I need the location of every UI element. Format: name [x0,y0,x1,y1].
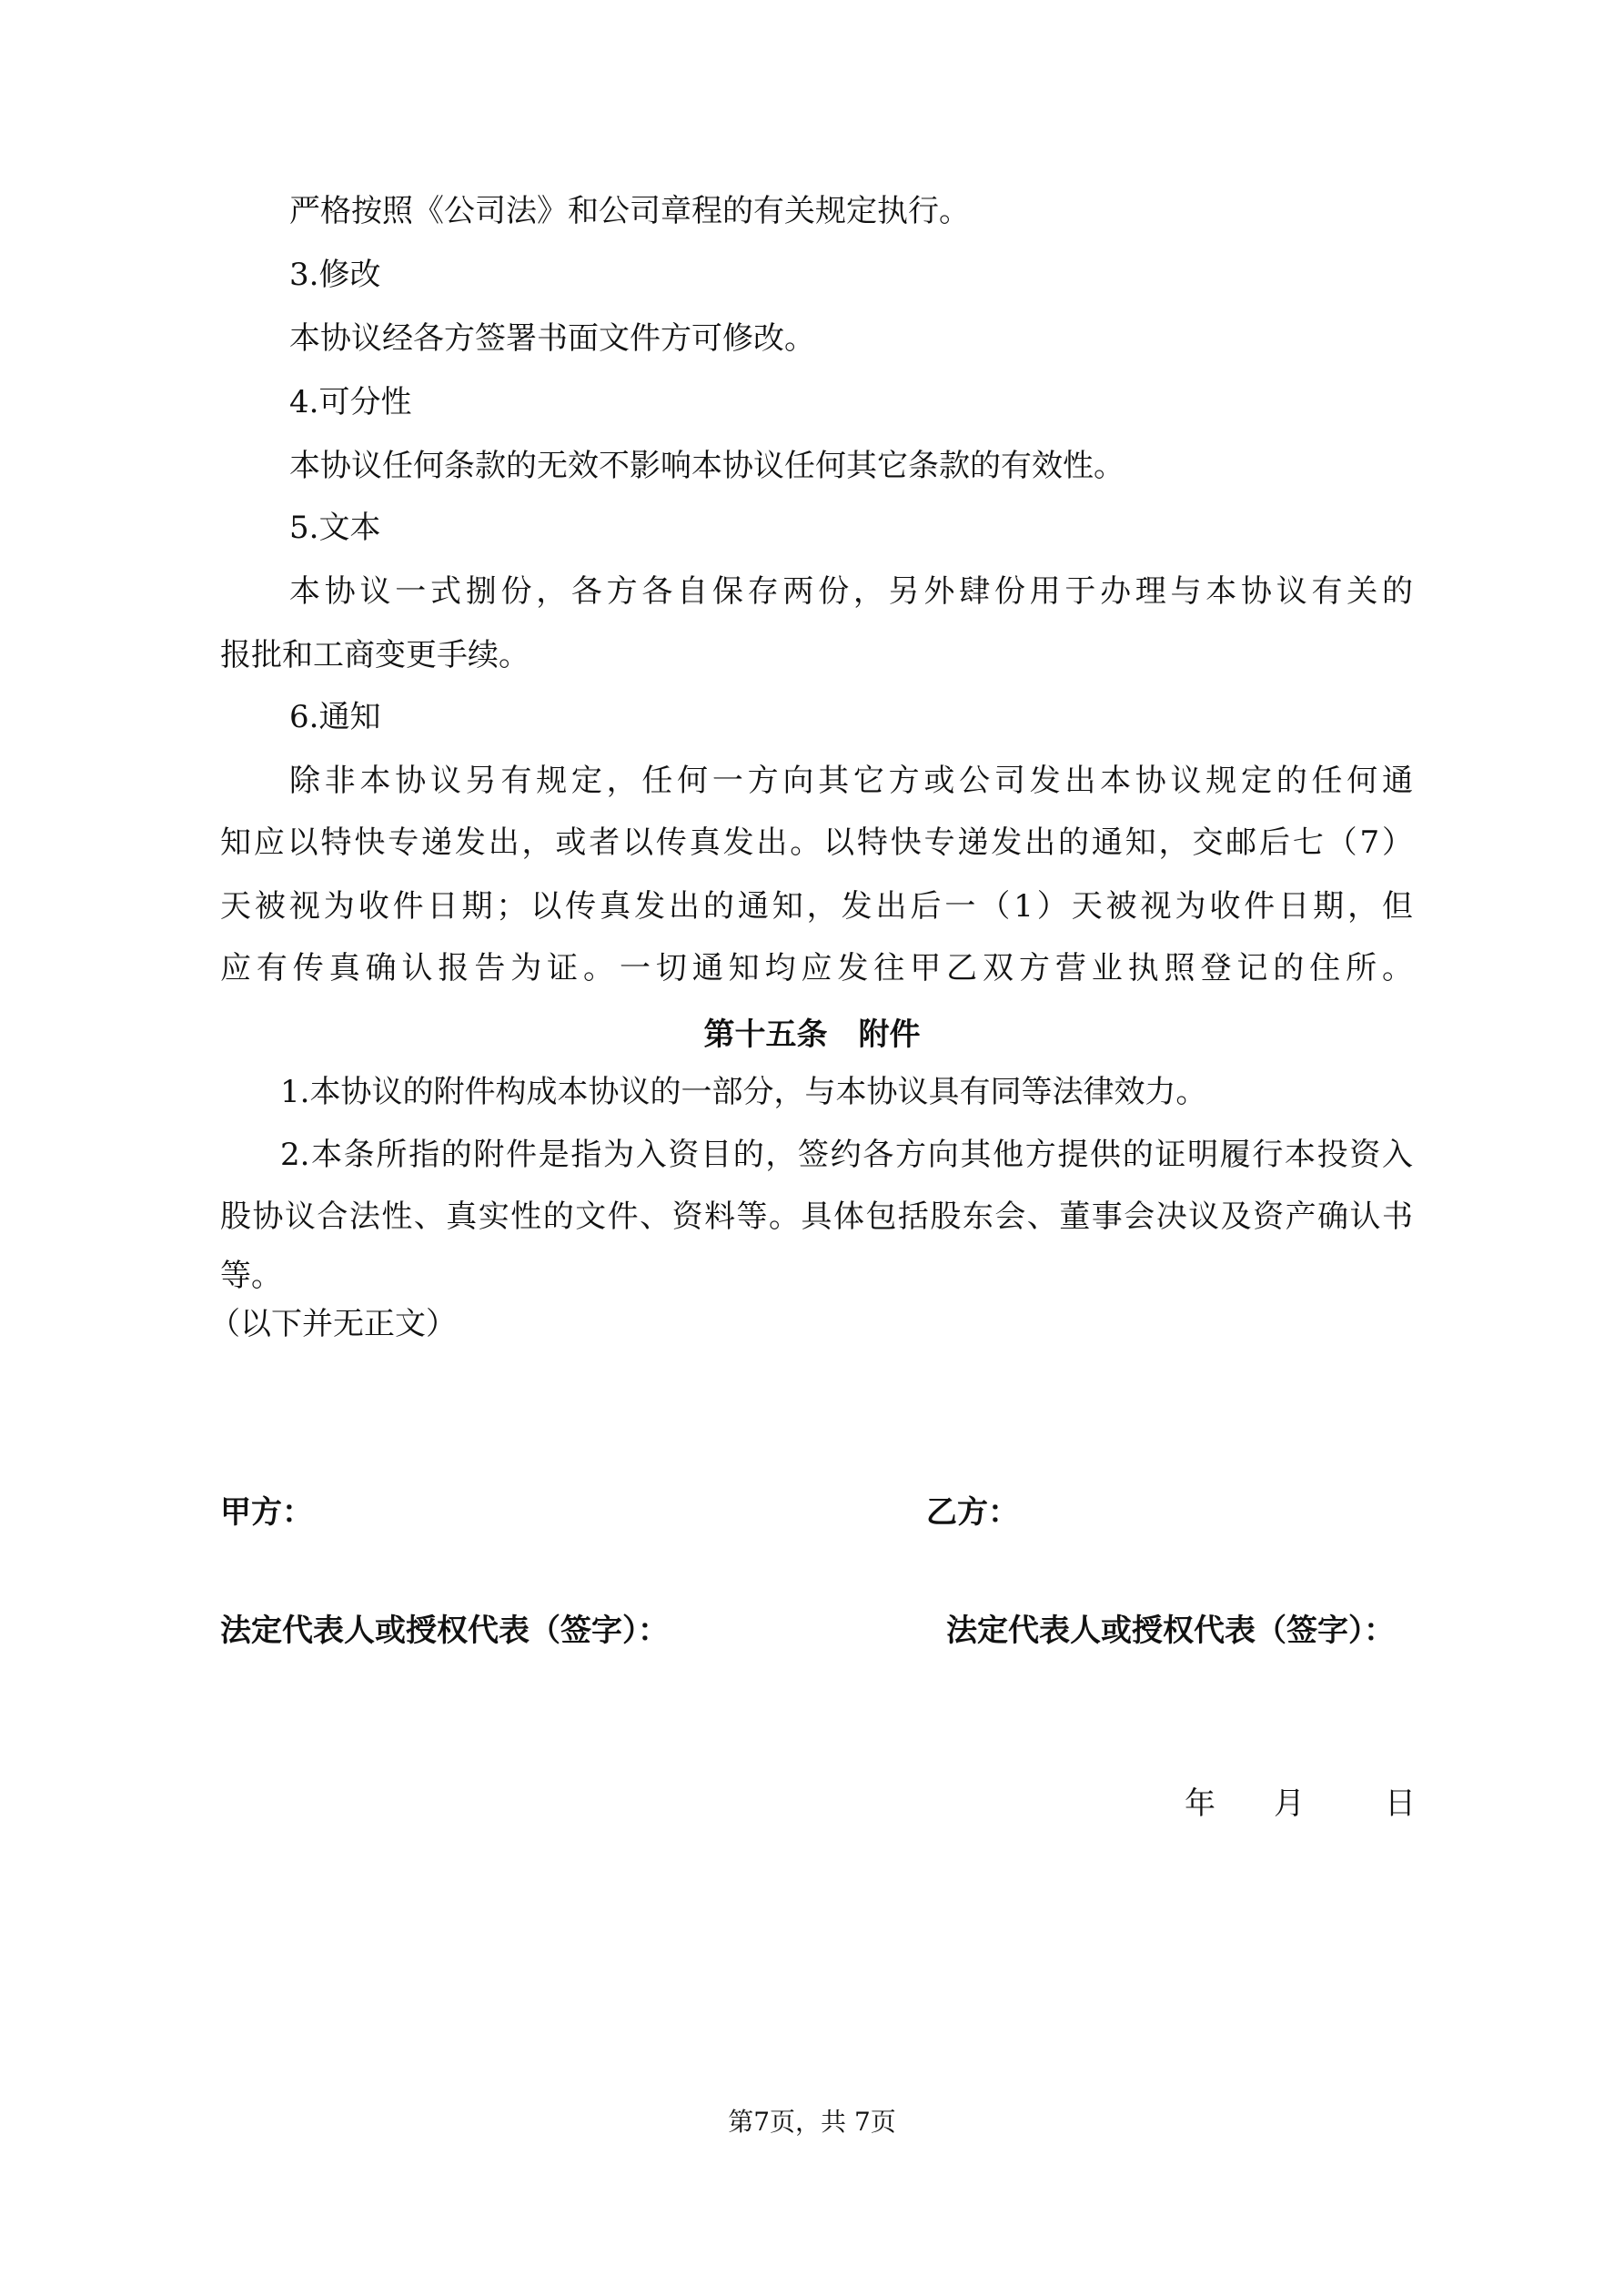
clause-amendment-text: 本协议经各方签署书面文件方可修改。 [289,320,815,357]
clause-heading-notice: 6.通知 [289,699,381,735]
party-a-label: 甲方： [220,1494,313,1531]
clause-notice-line2: 知应以特快专递发出，或者以传真发出。以特快专递发出的通知，交邮后七（7） [220,824,1413,861]
attachment-clause-1: 1.本协议的附件构成本协议的一部分，与本协议具有同等法律效力。 [280,1074,1207,1110]
attachment-clause-2-line2: 股协议合法性、真实性的文件、资料等。具体包括股东会、董事会决议及资产确认书 [220,1199,1413,1235]
party-a-representative-label: 法定代表人或授权代表（签字）： [220,1613,669,1649]
clause-heading-text-copies: 5.文本 [289,510,381,546]
date-year-label: 年 [1185,1785,1215,1822]
clause-notice-line4: 应有传真确认报告为证。一切通知均应发往甲乙双方营业执照登记的住所。 [220,950,1413,986]
clause-heading-amendment: 3.修改 [289,257,381,293]
clause-severability-text: 本协议任何条款的无效不影响本协议任何其它条款的有效性。 [289,448,1125,484]
attachment-clause-2-line1: 2.本条所指的附件是指为入资目的，签约各方向其他方提供的证明履行本投资入 [280,1137,1413,1173]
party-b-label: 乙方： [926,1494,1019,1531]
page-number-footer: 第7页，共 7页 [728,2107,896,2137]
clause-heading-severability: 4.可分性 [289,384,412,420]
clause-notice-line1: 除非本协议另有规定，任何一方向其它方或公司发出本协议规定的任何通 [289,763,1413,799]
clause-text-copies-line1: 本协议一式捌份，各方各自保存两份，另外肆份用于办理与本协议有关的 [289,573,1413,610]
party-b-representative-label: 法定代表人或授权代表（签字）： [946,1613,1395,1649]
article-title: 第十五条 附件 [703,1017,921,1053]
no-further-text-note: （以下并无正文） [209,1306,457,1342]
attachment-clause-2-line3: 等。 [220,1258,282,1294]
clause-notice-line3: 天被视为收件日期；以传真发出的通知，发出后一（1）天被视为收件日期，但 [220,888,1413,925]
clause-continuation: 严格按照《公司法》和公司章程的有关规定执行。 [289,193,970,229]
clause-text-copies-line2: 报批和工商变更手续。 [220,637,530,673]
date-day-label: 日 [1385,1785,1416,1822]
date-month-label: 月 [1274,1785,1305,1822]
